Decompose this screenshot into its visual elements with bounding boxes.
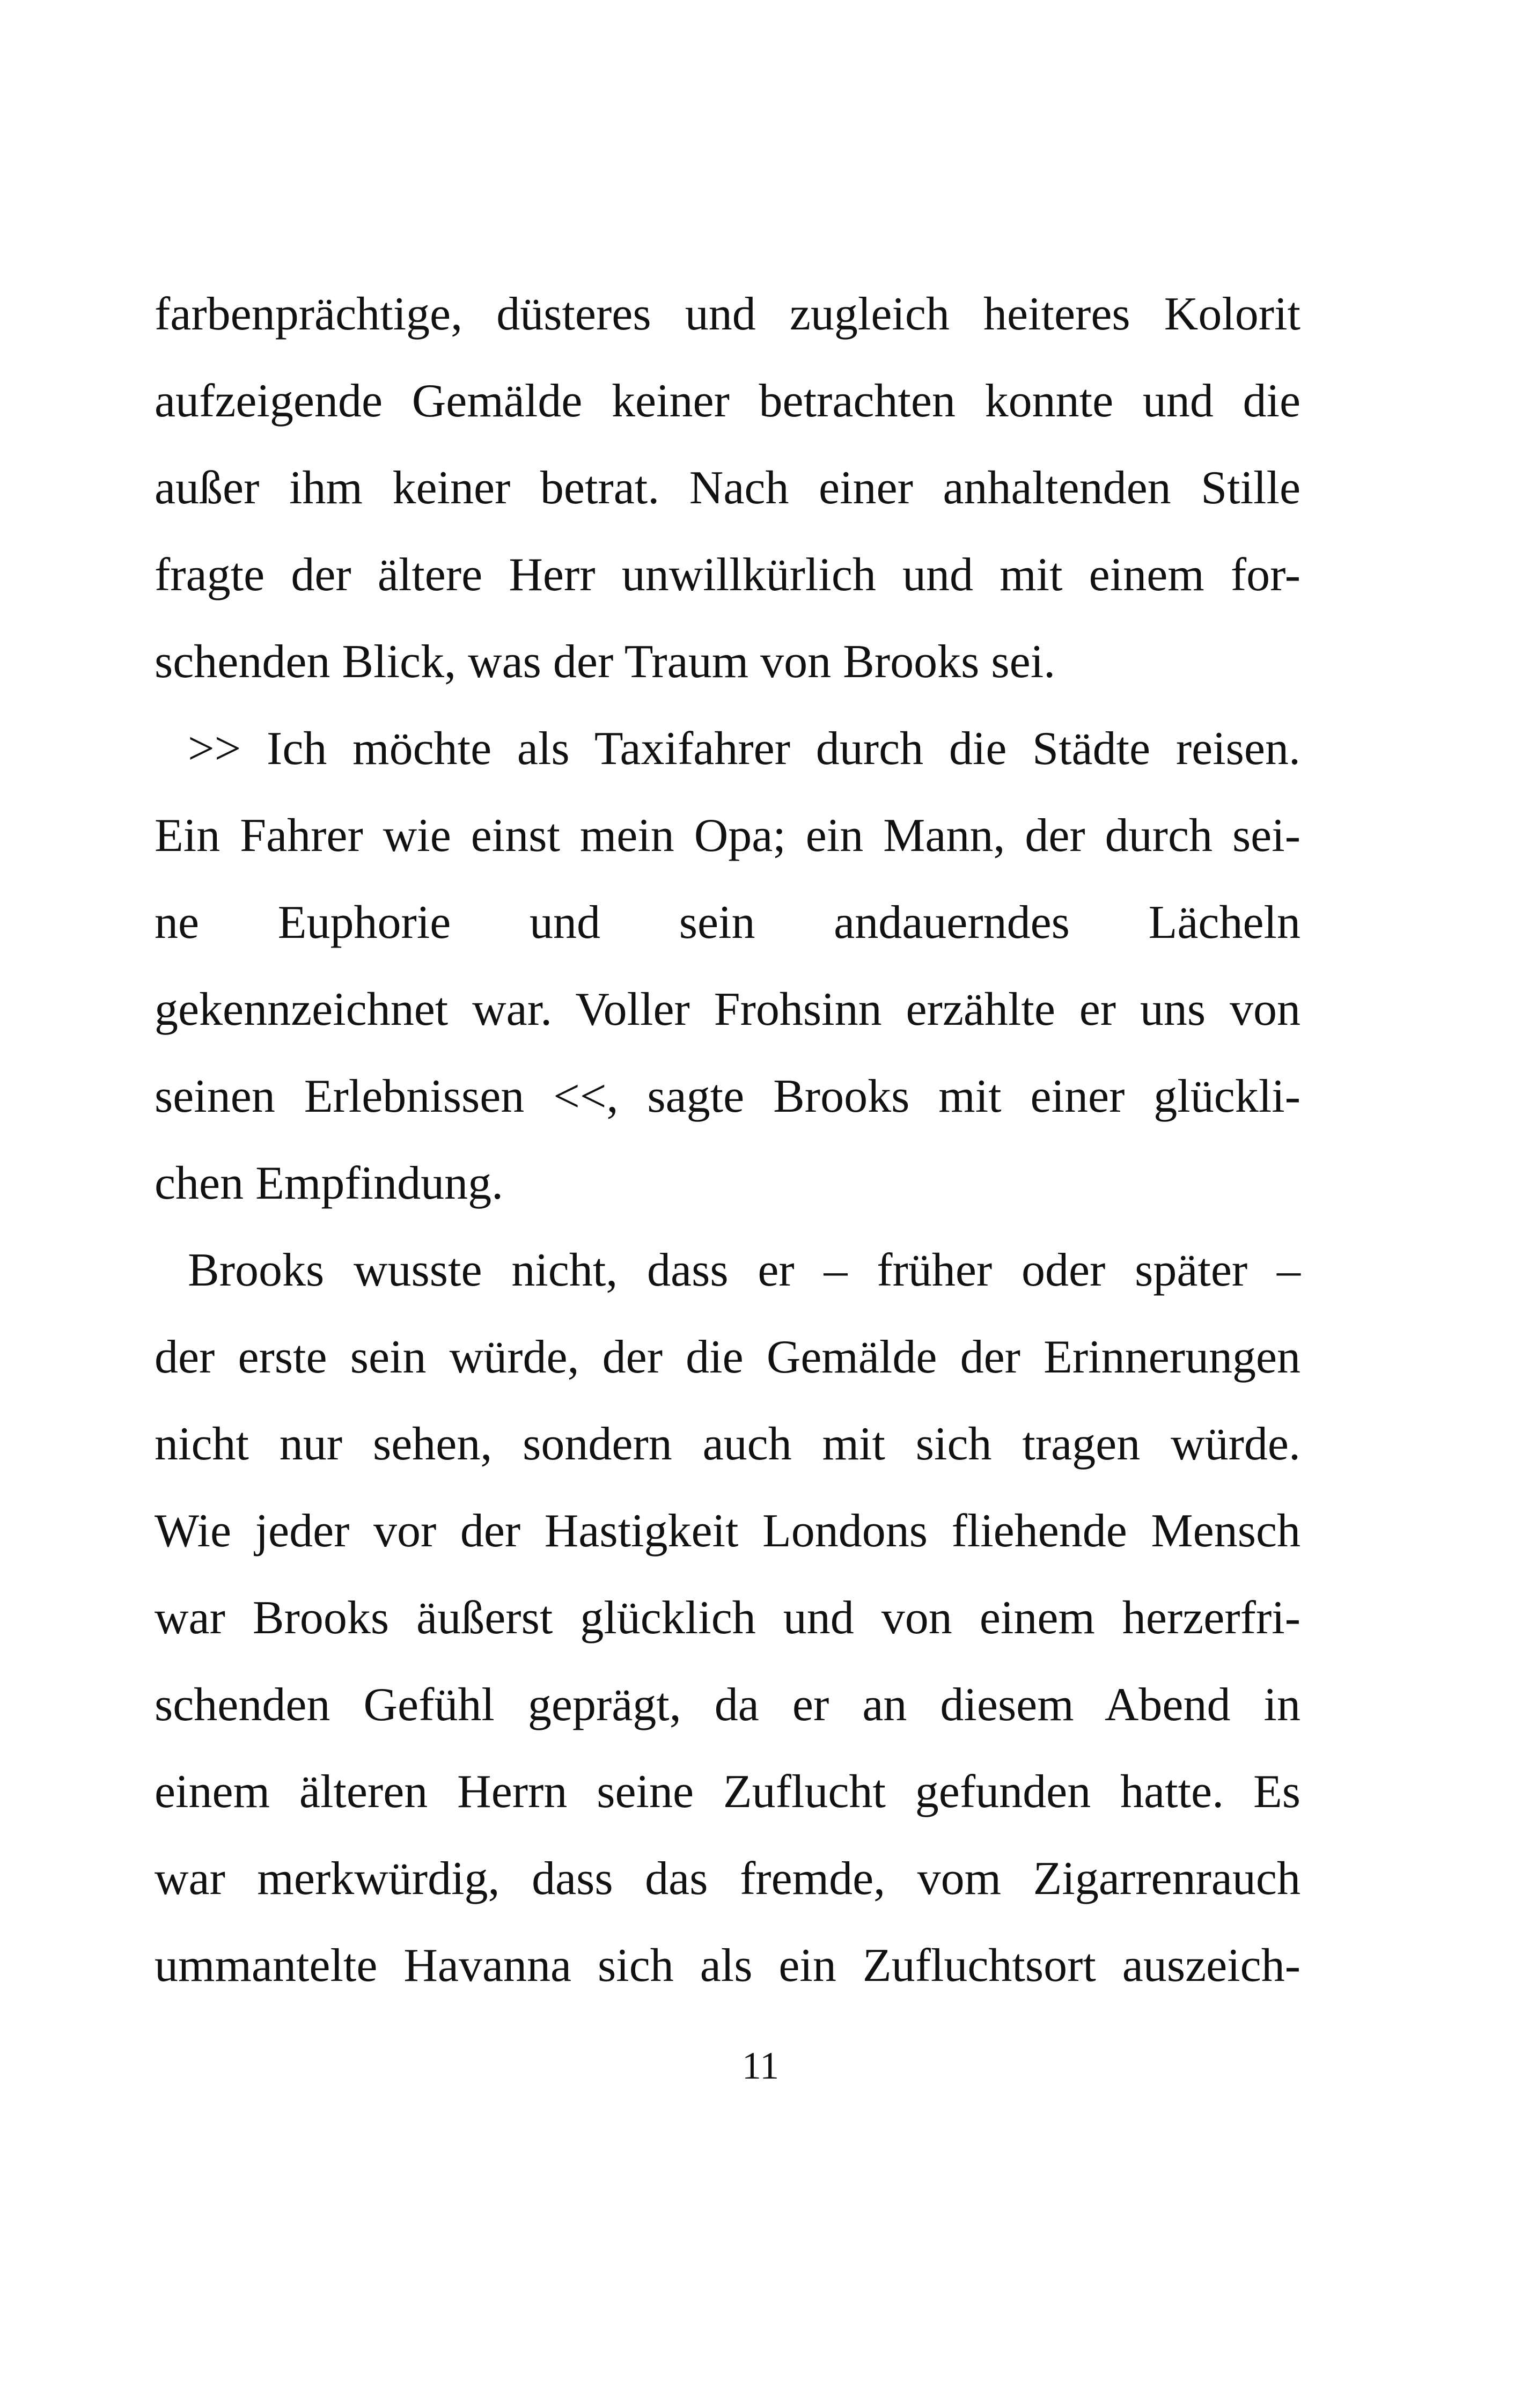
text-line: gekennzeichnet war. Voller Frohsinn erzählte er uns von [155, 983, 1300, 1036]
text-line: war merkwürdig, dass das fremde, vom Zigarrenrauch [155, 1853, 1300, 1905]
text-line: Brooks wusste nicht, dass er – früher oder später – [188, 1244, 1300, 1296]
text-line: ummantelte Havanna sich als ein Zufluchtsort auszeich- [155, 1940, 1300, 1992]
text-line: der erste sein würde, der die Gemälde der Erinnerungen [155, 1331, 1300, 1383]
text-line: chen Empfindung. [155, 1157, 504, 1209]
text-line: seinen Erlebnissen <<, sagte Brooks mit einer glückli- [155, 1070, 1300, 1122]
text-line: farbenprächtige, düsteres und zugleich heiteres Kolorit [155, 288, 1300, 340]
text-line: fragte der ältere Herr unwillkürlich und mit einem for- [155, 549, 1300, 601]
page-number: 11 [741, 2044, 780, 2087]
text-line: ne Euphorie und sein andauerndes Lächeln [155, 897, 1300, 949]
text-line: einem älteren Herrn seine Zuflucht gefunden hatte. Es [155, 1766, 1300, 1818]
text-line: >> Ich möchte als Taxifahrer durch die Städte reisen. [188, 723, 1300, 775]
text-line: nicht nur sehen, sondern auch mit sich tragen würde. [155, 1418, 1300, 1470]
text-line: Wie jeder vor der Hastigkeit Londons fliehende Mensch [155, 1505, 1300, 1557]
body-text [155, 271, 1300, 2009]
text-line: Ein Fahrer wie einst mein Opa; ein Mann, der durch sei- [155, 810, 1300, 862]
text-line: schenden Gefühl geprägt, da er an diesem Abend in [155, 1679, 1300, 1731]
text-line: aufzeigende Gemälde keiner betrachten konnte und die [155, 375, 1300, 427]
text-line: war Brooks äußerst glücklich und von einem herzerfri- [155, 1592, 1300, 1644]
text-line: außer ihm keiner betrat. Nach einer anhaltenden Stille [155, 462, 1300, 514]
text-line: schenden Blick, was der Traum von Brooks sei. [155, 636, 1056, 688]
